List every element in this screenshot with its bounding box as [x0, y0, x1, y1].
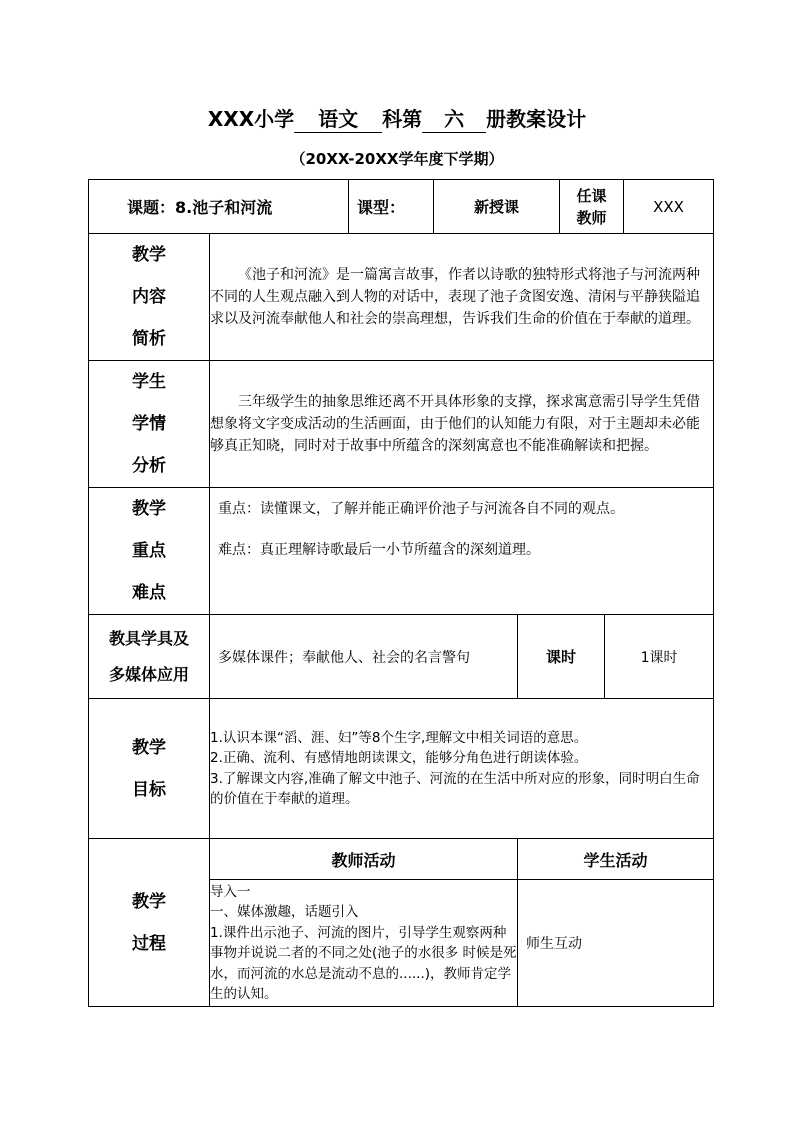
key-row	[89, 488, 714, 615]
type-value-cell	[434, 180, 560, 234]
term-subtitle: （20XX-20XX学年度下学期）	[290, 150, 504, 168]
title-mid: 科第	[382, 107, 423, 131]
students-label-cell	[89, 361, 210, 488]
key-label-2: 重点	[132, 541, 166, 561]
goal-item: 3.了解课文内容,准确了解文中池子、河流的在生活中所对应的形象，同时明白生命的价值在于奉献的道理。	[210, 770, 700, 807]
student-activity-header: 学生活动	[518, 839, 714, 880]
type-label-cell	[349, 180, 434, 234]
goals-label-cell	[89, 699, 210, 839]
teacher-label-line1: 任课	[576, 186, 607, 205]
teacher-activity-line: 导入一	[210, 883, 251, 900]
teacher-activity-line: 1.课件出示池子、河流的图片，引导学生观察两种事物并说说二者的不同之处(池子的水很多 时候是死水，而河流的水总是流动不息的......)，教师肯定学生的认知。	[210, 924, 517, 1002]
tools-label-1: 教具学具及	[108, 628, 189, 648]
students-label-1: 学生	[132, 372, 166, 392]
difficulty-text: 难点：真正理解诗歌最后一小节所蕴含的深刻道理。	[218, 542, 540, 558]
lesson-plan-table	[88, 179, 714, 1007]
key-label-3: 难点	[132, 583, 166, 603]
teacher-activity-header: 教师活动	[210, 839, 518, 880]
process-header-row	[89, 839, 714, 880]
content-label-cell	[89, 234, 210, 361]
goals-label-1: 教学	[132, 737, 166, 758]
process-label-1: 教学	[132, 891, 166, 912]
process-label-2: 过程	[132, 933, 166, 954]
students-label-3: 分析	[132, 456, 166, 476]
topic-row	[89, 180, 714, 234]
students-label-2: 学情	[132, 414, 166, 434]
teacher-label-cell	[560, 180, 624, 234]
key-point-text: 重点：读懂课文，了解并能正确评价池子与河流各自不同的观点。	[218, 501, 624, 517]
type-value: 新授课	[474, 198, 520, 216]
student-activity-cell: 师生互动	[518, 880, 714, 1007]
title-tail: 册教案设计	[486, 107, 587, 131]
process-label-cell	[89, 839, 210, 1007]
teacher-value-cell	[624, 180, 714, 234]
teacher-label-line2: 教师	[576, 208, 607, 227]
volume-blank: 六	[422, 106, 486, 133]
key-label-1: 教学	[132, 499, 166, 519]
tools-label-cell	[89, 615, 210, 699]
teacher-activity-line: 一、媒体激趣，话题引入	[210, 904, 359, 920]
content-label-2: 内容	[132, 287, 166, 307]
type-label: 课型：	[357, 198, 406, 217]
goal-item: 2.正确、流利、有感情地朗读课文，能够分角色进行朗读体验。	[210, 750, 588, 766]
teacher-activity-cell	[210, 880, 518, 1007]
content-text: 《池子和河流》是一篇寓言故事，作者以诗歌的独特形式将池子与河流两种不同的人生观点融入到人物的对话中，表现了池子贪图安逸、清闲与平静狭隘追求以及河流奉献他人和社会的崇高理想，告诉我们生命的价值在于奉献的道理。	[210, 234, 714, 361]
tools-row	[89, 615, 714, 699]
content-label-3: 简析	[132, 329, 166, 349]
goals-label-2: 目标	[132, 779, 166, 800]
students-text: 三年级学生的抽象思维还离不开具体形象的支撑，探求寓意需引导学生凭借想象将文字变成活动的生活画面，由于他们的认知能力有限，对于主题却未必能够真正知晓，同时对于故事中所蕴含的深刻寓意也不能准确解读和把握。	[210, 361, 714, 488]
tools-text: 多媒体课件；奉献他人、社会的名言警句	[210, 615, 518, 699]
subject-blank: 语文	[294, 106, 382, 133]
teacher-value: XXX	[653, 197, 684, 216]
document-title	[0, 103, 794, 133]
goal-item: 1.认识本课“滔、涯、妇”等8个生字,理解文中相关词语的意思。	[210, 729, 588, 746]
hours-value: 1课时	[605, 615, 714, 699]
hours-label: 课时	[518, 615, 605, 699]
topic-cell	[89, 180, 349, 234]
school-name: XXX小学	[207, 107, 295, 131]
key-cell	[210, 488, 714, 615]
students-row	[89, 361, 714, 488]
goals-row	[89, 699, 714, 839]
content-label-1: 教学	[132, 245, 166, 265]
goals-cell	[210, 699, 714, 839]
key-label-cell	[89, 488, 210, 615]
tools-label-2: 多媒体应用	[108, 664, 189, 684]
content-row	[89, 234, 714, 361]
topic-label: 课题：8.池子和河流	[127, 198, 273, 217]
